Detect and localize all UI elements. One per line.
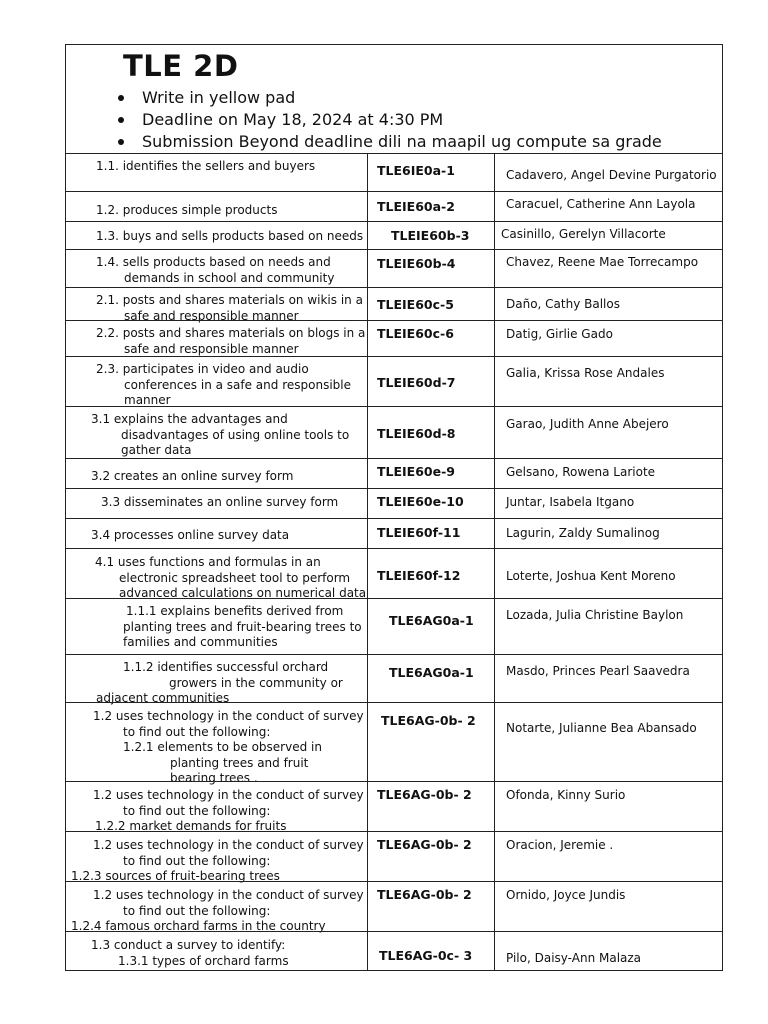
- code-cell: TLE6AG-0c- 3: [379, 948, 473, 963]
- competency-line: electronic spreadsheet tool to perform: [119, 570, 351, 585]
- student-name-cell: Pilo, Daisy-Ann Malaza: [506, 951, 642, 965]
- competency-line: advanced calculations on numerical data: [119, 586, 367, 600]
- table-row: [66, 191, 722, 221]
- competency-line: 2.3. participates in video and audio: [96, 362, 309, 376]
- table-row: [66, 488, 722, 518]
- student-name-cell: Lozada, Julia Christine Baylon: [506, 608, 684, 622]
- competency-line: 3.4 processes online survey data: [91, 528, 290, 542]
- competency-line: 1.2 uses technology in the conduct of survey: [93, 709, 364, 723]
- code-cell: TLEIE60f-12: [377, 568, 461, 583]
- code-cell: TLE6AG0a-1: [389, 613, 474, 628]
- competency-line: 4.1 uses functions and formulas in an: [95, 555, 321, 569]
- competency-line: planting trees and fruit-bearing trees to: [123, 619, 362, 634]
- competency-line: 1.4. sells products based on needs and: [96, 255, 331, 269]
- bullet-icon: [118, 95, 124, 101]
- table-row: [66, 458, 722, 488]
- table-row: [66, 221, 722, 249]
- competency-line: demands in school and community: [124, 270, 335, 285]
- code-cell: TLEIE60b-3: [391, 228, 470, 243]
- competency-line: 1.3. buys and sells products based on needs: [96, 229, 364, 243]
- competency-line: families and communities: [123, 635, 278, 649]
- competency-line: to find out the following:: [123, 803, 271, 818]
- table-row: [66, 406, 722, 458]
- competency-line: 1.1. identifies the sellers and buyers: [96, 159, 316, 173]
- competency-line: 1.2.1 elements to be observed in: [123, 740, 322, 754]
- student-name-cell: Datig, Girlie Gado: [506, 327, 613, 341]
- code-cell: TLEIE60f-11: [377, 525, 461, 540]
- code-cell: TLE6AG-0b- 2: [377, 837, 472, 852]
- student-name-cell: Garao, Judith Anne Abejero: [506, 417, 669, 431]
- code-cell: TLE6AG-0b- 2: [381, 713, 476, 728]
- student-name-cell: Ornido, Joyce Jundis: [506, 888, 626, 902]
- student-name-cell: Daño, Cathy Ballos: [506, 297, 620, 311]
- table-row: [66, 598, 722, 654]
- competency-line: 1.2 uses technology in the conduct of survey: [93, 838, 364, 852]
- student-name-cell: Caracuel, Catherine Ann Layola: [506, 197, 696, 211]
- competency-line: 1.3.1 types of orchard farms: [118, 953, 289, 968]
- competency-line: 1.2 uses technology in the conduct of survey: [93, 788, 364, 802]
- instruction-item: Write in yellow pad: [118, 87, 662, 109]
- bullet-icon: [118, 117, 124, 123]
- competency-line: disadvantages of using online tools to: [121, 427, 350, 442]
- competency-line: 1.2.4 famous orchard farms in the country: [71, 919, 326, 933]
- code-cell: TLEIE60e-9: [377, 464, 455, 479]
- competency-line: 1.1.2 identifies successful orchard: [123, 660, 329, 674]
- worksheet: [65, 44, 723, 971]
- student-name-cell: Oracion, Jeremie .: [506, 838, 614, 852]
- competency-line: 2.1. posts and shares materials on wikis in a: [96, 293, 363, 307]
- table-row: [66, 356, 722, 406]
- table-row: [66, 153, 722, 191]
- table-row: [66, 931, 722, 972]
- table-row: [66, 654, 722, 705]
- competency-line: 3.1 explains the advantages and: [91, 412, 288, 426]
- code-cell: TLEIE60a-2: [377, 199, 455, 214]
- competency-line: safe and responsible manner: [124, 341, 299, 356]
- header: [66, 45, 722, 153]
- student-name-cell: Cadavero, Angel Devine Purgatorio: [506, 168, 717, 182]
- instruction-item: Submission Beyond deadline dili na maapil ug compute sa grade: [118, 131, 662, 153]
- student-name-cell: Loterte, Joshua Kent Moreno: [506, 569, 676, 583]
- competency-line: to find out the following:: [123, 903, 271, 918]
- table-row: [66, 831, 722, 881]
- table-row: [66, 518, 722, 548]
- competency-line: to find out the following:: [123, 724, 271, 739]
- table-row: [66, 249, 722, 287]
- competency-line: growers in the community or: [169, 675, 343, 690]
- code-cell: TLEIE60d-8: [377, 426, 456, 441]
- competency-line: safe and responsible manner: [124, 308, 299, 323]
- competency-line: to find out the following:: [123, 853, 271, 868]
- table-row: [66, 548, 722, 598]
- competency-line: 1.2. produces simple products: [96, 203, 278, 217]
- competency-line: 3.2 creates an online survey form: [91, 469, 294, 483]
- student-name-cell: Chavez, Reene Mae Torrecampo: [506, 255, 699, 269]
- table-row: [66, 881, 722, 931]
- code-cell: TLE6AG0a-1: [389, 665, 474, 680]
- competency-line: manner: [124, 393, 171, 407]
- instruction-item: Deadline on May 18, 2024 at 4:30 PM: [118, 109, 662, 131]
- competency-line: 1.2.2 market demands for fruits: [95, 819, 287, 833]
- code-cell: TLEIE60c-5: [377, 297, 454, 312]
- code-cell: TLE6IE0a-1: [377, 163, 455, 178]
- table-row: [66, 781, 722, 831]
- instruction-list: [118, 87, 662, 153]
- page-title: TLE 2D: [123, 49, 239, 83]
- bullet-icon: [118, 139, 124, 145]
- code-cell: TLEIE60d-7: [377, 375, 456, 390]
- table-row: [66, 287, 722, 323]
- competency-line: 2.2. posts and shares materials on blogs in a: [96, 326, 366, 340]
- student-name-cell: Lagurin, Zaldy Sumalinog: [506, 526, 660, 540]
- competency-line: 1.2.3 sources of fruit-bearing trees: [71, 869, 280, 883]
- competency-line: 3.3 disseminates an online survey form: [101, 495, 339, 509]
- table-row: [66, 320, 722, 356]
- code-cell: TLE6AG-0b- 2: [377, 787, 472, 802]
- student-name-cell: Gelsano, Rowena Lariote: [506, 465, 656, 479]
- competency-line: 1.1.1 explains benefits derived from: [126, 604, 344, 618]
- competency-line: 1.2 uses technology in the conduct of survey: [93, 888, 364, 902]
- code-cell: TLEIE60c-6: [377, 326, 454, 341]
- student-name-cell: Juntar, Isabela Itgano: [506, 495, 635, 509]
- competency-line: adjacent communities: [96, 691, 230, 705]
- code-cell: TLEIE60e-10: [377, 494, 464, 509]
- student-name-cell: Notarte, Julianne Bea Abansado: [506, 721, 697, 735]
- code-cell: TLEIE60b-4: [377, 256, 456, 271]
- table-row: [66, 702, 722, 785]
- student-name-cell: Ofonda, Kinny Surio: [506, 788, 626, 802]
- competency-line: conferences in a safe and responsible: [124, 377, 351, 392]
- code-cell: TLE6AG-0b- 2: [377, 887, 472, 902]
- student-name-cell: Casinillo, Gerelyn Villacorte: [501, 227, 666, 241]
- competency-line: 1.3 conduct a survey to identify:: [91, 938, 286, 952]
- student-name-cell: Masdo, Princes Pearl Saavedra: [506, 664, 690, 678]
- competency-line: planting trees and fruit: [170, 755, 309, 770]
- competency-line: gather data: [121, 443, 192, 457]
- competency-line: bearing trees .: [170, 771, 258, 785]
- student-name-cell: Galia, Krissa Rose Andales: [506, 366, 665, 380]
